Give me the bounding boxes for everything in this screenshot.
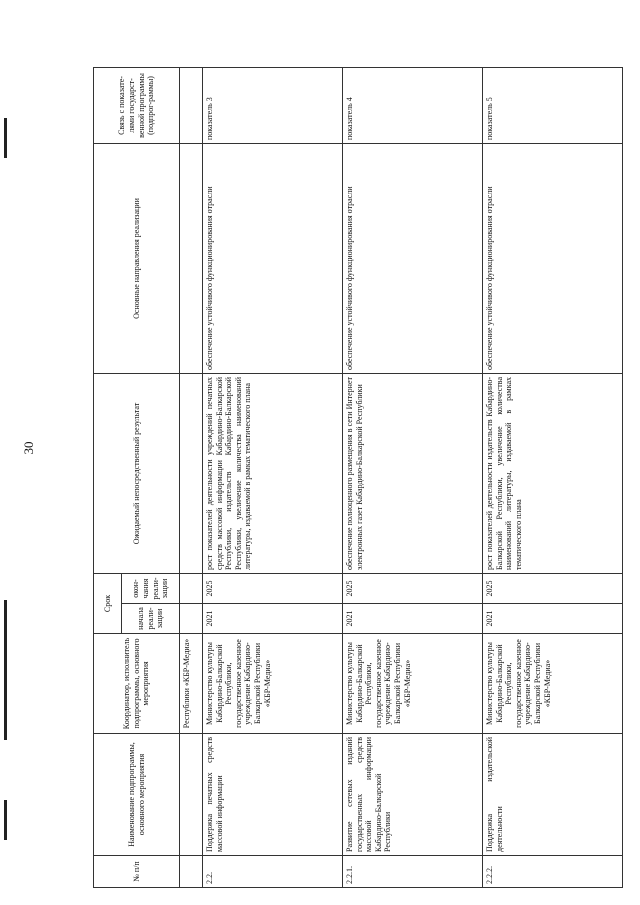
row-end: 2025 [343,573,483,603]
row-name: Поддержка издательской деятельности [483,734,623,856]
row-link: показатель 4 [343,67,483,143]
row-start: 2021 [483,604,623,634]
header-name: Наименование подпрограммы, основного мероприятия [94,734,180,856]
scan-edge-mark [4,118,7,158]
header-result: Ожидаемый непосредственный результат [94,373,180,573]
row-start: 2021 [343,604,483,634]
header-num: № п/п [94,856,180,888]
table-row [343,67,483,887]
header-link: Связь с показате-лями государст-венной программы (подпрог-раммы) [94,67,180,143]
rotated-table-container [93,68,623,888]
row-coordinator: Министерство культуры Кабардино-Балкарской Республики, государственное казенное учреждение Кабардино-Балкарской Республики «КБР-Медиа» [203,634,343,734]
scan-edge-mark [4,600,7,740]
row-result: обеспечение полноценного размещения в сети Интернет электронных газет Кабардино-Балкарской Республики [343,373,483,573]
program-activities-table [93,67,623,888]
row-directions: обеспечение устойчивого функционирования отрасли [343,143,483,373]
header-term: Срок [94,573,122,633]
row-name: Развитие сетевых изданий государственных средств массовой информации Кабардино-Балкарской Республики [343,734,483,856]
row-start: 2021 [203,604,343,634]
row-end: 2025 [203,573,343,603]
continuation-coordinator: Республики «КБР-Медиа» [180,634,203,734]
row-end: 2025 [483,573,623,603]
header-directions: Основные направления реализации [94,143,180,373]
row-link: показатель 5 [483,67,623,143]
row-num: 2.2. [203,856,343,888]
header-term-end: окон-чания реали-зации [122,573,180,603]
page-number: 30 [21,441,36,455]
row-coordinator: Министерство культуры Кабардино-Балкарской Республики, государственное казенное учреждение Кабардино-Балкарской Республики «КБР-Медиа» [483,634,623,734]
scan-edge-mark [4,800,7,840]
header-term-start: начала реали-зации [122,604,180,634]
row-result: рост показателей деятельности учреждений печатных средств массовой информации Кабардино-Балкарской Республики, издательств Кабардино-Балкарской Республики, увеличение количества наименований литературы, издаваемой в рамках тематического плана [203,373,343,573]
row-num: 2.2.1. [343,856,483,888]
row-link: показатель 3 [203,67,343,143]
row-directions: обеспечение устойчивого функционирования отрасли [203,143,343,373]
table-header [94,67,180,887]
table-row [203,67,343,887]
table-row [483,67,623,887]
row-name: Поддержка печатных средств массовой информации [203,734,343,856]
row-num: 2.2.2. [483,856,623,888]
header-coordinator: Координатор, исполнитель подпрограммы, основного мероприятия [94,634,180,734]
continuation-row [180,67,203,887]
row-directions: обеспечение устойчивого функционирования отрасли [483,143,623,373]
row-coordinator: Министерство культуры Кабардино-Балкарской Республики, государственное казенное учреждение Кабардино-Балкарской Республики «КБР-Медиа» [343,634,483,734]
row-result: рост показателей деятельности издательств Кабардино-Балкарской Республики, увеличение количества наименований литературы, издаваемой в рамках тематического плана [483,373,623,573]
